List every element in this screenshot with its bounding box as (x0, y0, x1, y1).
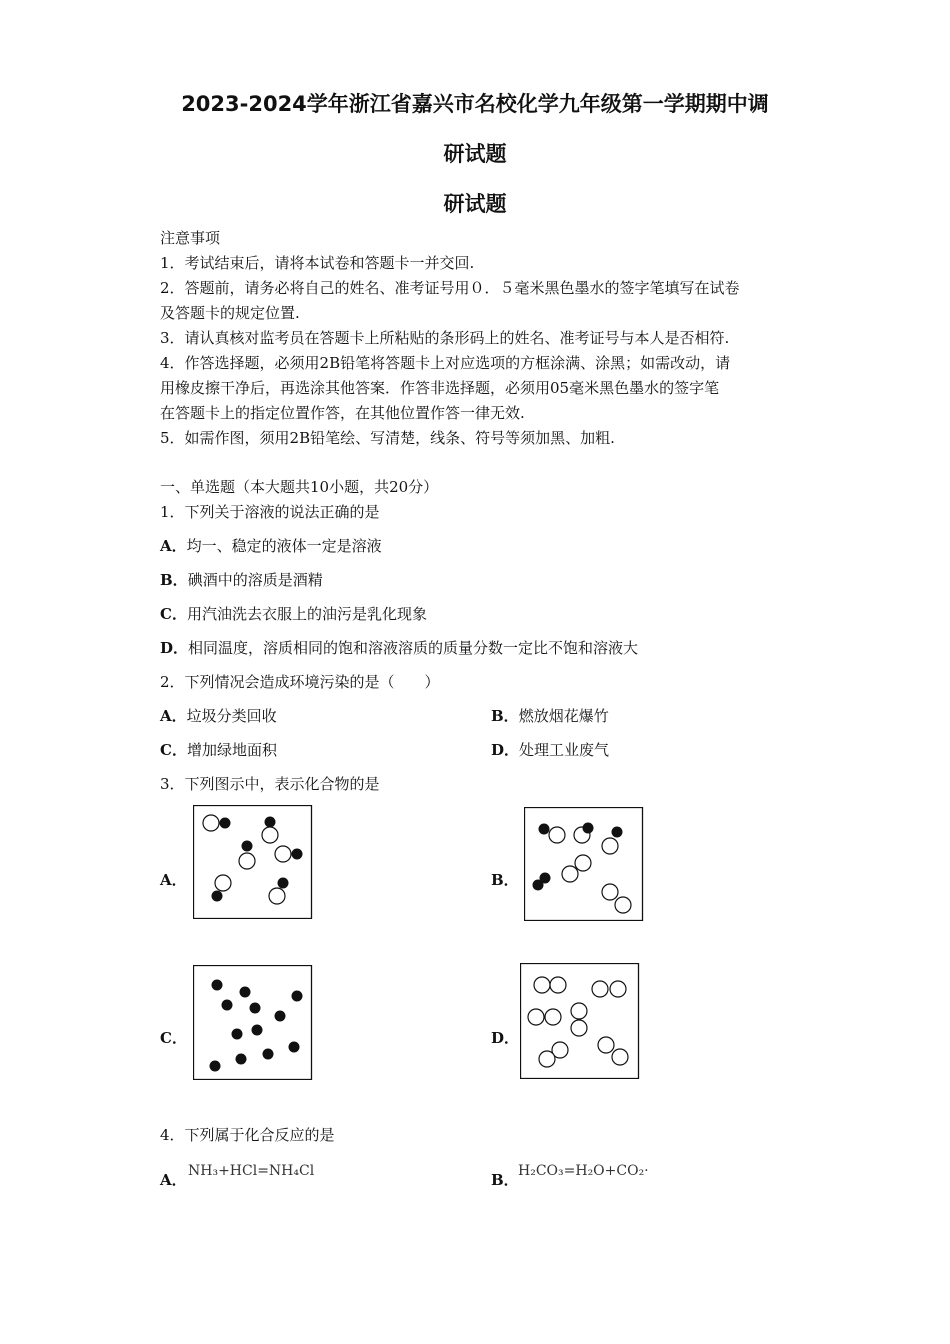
black-atom (540, 873, 551, 884)
option-letter: A． (160, 707, 187, 725)
white-atom (612, 1049, 628, 1065)
black-atom (220, 818, 231, 829)
white-atom (602, 838, 618, 854)
question-4-formula-a: NH₃+HCl=NH₄Cl (188, 1163, 315, 1179)
option-text: 垃圾分类回收 (186, 707, 277, 725)
notice-line: 用橡皮擦干净后，再选涂其他答案．作答非选择题，必须用05毫米黑色墨水的签字笔 (160, 379, 720, 397)
white-atom (203, 815, 219, 831)
option-text: 增加绿地面积 (186, 741, 277, 759)
question-3-label-b: B． (491, 871, 519, 889)
question-1-option-d (160, 637, 638, 658)
black-atom (212, 980, 223, 991)
option-letter: D． (160, 639, 189, 657)
question-3-label-a: A． (160, 871, 187, 889)
white-atom (615, 897, 631, 913)
notice-line: 2．答题前，请务必将自己的姓名、准考证号用０．５毫米黑色墨水的签字笔填写在试卷 (160, 279, 740, 297)
black-atom (292, 849, 303, 860)
black-atom (252, 1025, 263, 1036)
black-atom (210, 1061, 221, 1072)
white-atom (215, 875, 231, 891)
option-letter: B． (160, 571, 188, 589)
white-atom (602, 884, 618, 900)
option-text: 碘酒中的溶质是酒精 (187, 571, 323, 589)
black-atom (263, 1049, 274, 1060)
white-atom (262, 827, 278, 843)
option-text: 燃放烟花爆竹 (518, 707, 609, 725)
black-atom (236, 1054, 247, 1065)
white-atom (592, 981, 608, 997)
option-letter: D． (491, 741, 520, 759)
black-atom (289, 1042, 300, 1053)
black-atom (265, 817, 276, 828)
white-atom (610, 981, 626, 997)
question-2-option-c (160, 739, 277, 760)
white-atom (545, 1009, 561, 1025)
white-atom (534, 977, 550, 993)
option-letter: C． (160, 605, 187, 623)
black-atom (275, 1011, 286, 1022)
question-3-label-d: D． (491, 1029, 520, 1047)
option-text: 处理工业废气 (519, 741, 610, 759)
question-4-stem: 4．下列属于化合反应的是 (160, 1126, 335, 1144)
white-atom (269, 888, 285, 904)
white-atom (549, 827, 565, 843)
question-1-option-c (160, 603, 427, 624)
question-3-figure-a (193, 805, 313, 919)
question-2-stem: 2．下列情况会造成环境污染的是（ ） (160, 673, 440, 691)
question-1-option-b (160, 569, 323, 590)
white-atom (539, 1051, 555, 1067)
question-3-figure-c (193, 965, 313, 1080)
white-atom (275, 846, 291, 862)
question-2-option-a (160, 705, 277, 726)
question-4-label-a: A． (160, 1171, 187, 1189)
black-atom (539, 824, 550, 835)
option-letter: B． (491, 707, 519, 725)
section-heading: 一、单选题（本大题共10小题，共20分） (160, 478, 439, 496)
black-atom (240, 987, 251, 998)
page-title-line-2: 研试题 (443, 142, 507, 166)
white-atom (571, 1020, 587, 1036)
black-atom (278, 878, 289, 889)
question-1-option-a (160, 535, 382, 556)
white-atom (598, 1037, 614, 1053)
page-subtitle: 研试题 (443, 192, 507, 216)
question-2-option-d (491, 739, 609, 760)
white-atom (239, 853, 255, 869)
question-3-label-c: C． (160, 1029, 187, 1047)
notice-line: 4．作答选择题，必须用2B铅笔将答题卡上对应选项的方框涂满、涂黑；如需改动，请 (160, 354, 731, 372)
notice-line: 及答题卡的规定位置. (160, 304, 300, 322)
white-atom (528, 1009, 544, 1025)
black-atom (612, 827, 623, 838)
black-atom (242, 841, 253, 852)
white-atom (562, 866, 578, 882)
question-2-option-b (491, 705, 609, 726)
notice-heading: 注意事项 (160, 229, 221, 247)
black-atom (232, 1029, 243, 1040)
notice-line: 1．考试结束后，请将本试卷和答题卡一并交回. (160, 254, 475, 272)
question-3-figure-b (524, 807, 644, 921)
black-atom (583, 823, 594, 834)
question-3-stem: 3．下列图示中，表示化合物的是 (160, 775, 380, 793)
option-text: 均一、稳定的液体一定是溶液 (186, 537, 382, 555)
white-atom (550, 977, 566, 993)
white-atom (571, 1003, 587, 1019)
notice-line: 5．如需作图，须用2B铅笔绘、写清楚，线条、符号等须加黑、加粗. (160, 429, 615, 447)
notice-line: 在答题卡上的指定位置作答，在其他位置作答一律无效. (160, 404, 525, 422)
option-text: 用汽油洗去衣服上的油污是乳化现象 (186, 605, 427, 623)
black-atom (212, 891, 223, 902)
question-4-formula-b: H₂CO₃=H₂O+CO₂· (518, 1163, 649, 1179)
option-letter: A． (160, 537, 187, 555)
question-3-figure-d (520, 963, 640, 1079)
question-1-stem: 1．下列关于溶液的说法正确的是 (160, 503, 380, 521)
option-text: 相同温度，溶质相同的饱和溶液溶质的质量分数一定比不饱和溶液大 (188, 639, 639, 657)
white-atom (575, 855, 591, 871)
black-atom (292, 991, 303, 1002)
black-atom (222, 1000, 233, 1011)
option-letter: C． (160, 741, 187, 759)
page-title-line-1: 2023-2024学年浙江省嘉兴市名校化学九年级第一学期期中调 (181, 92, 769, 116)
notice-line: 3．请认真核对监考员在答题卡上所粘贴的条形码上的姓名、准考证号与本人是否相符. (160, 329, 730, 347)
question-4-label-b: B． (491, 1171, 519, 1189)
black-atom (250, 1003, 261, 1014)
